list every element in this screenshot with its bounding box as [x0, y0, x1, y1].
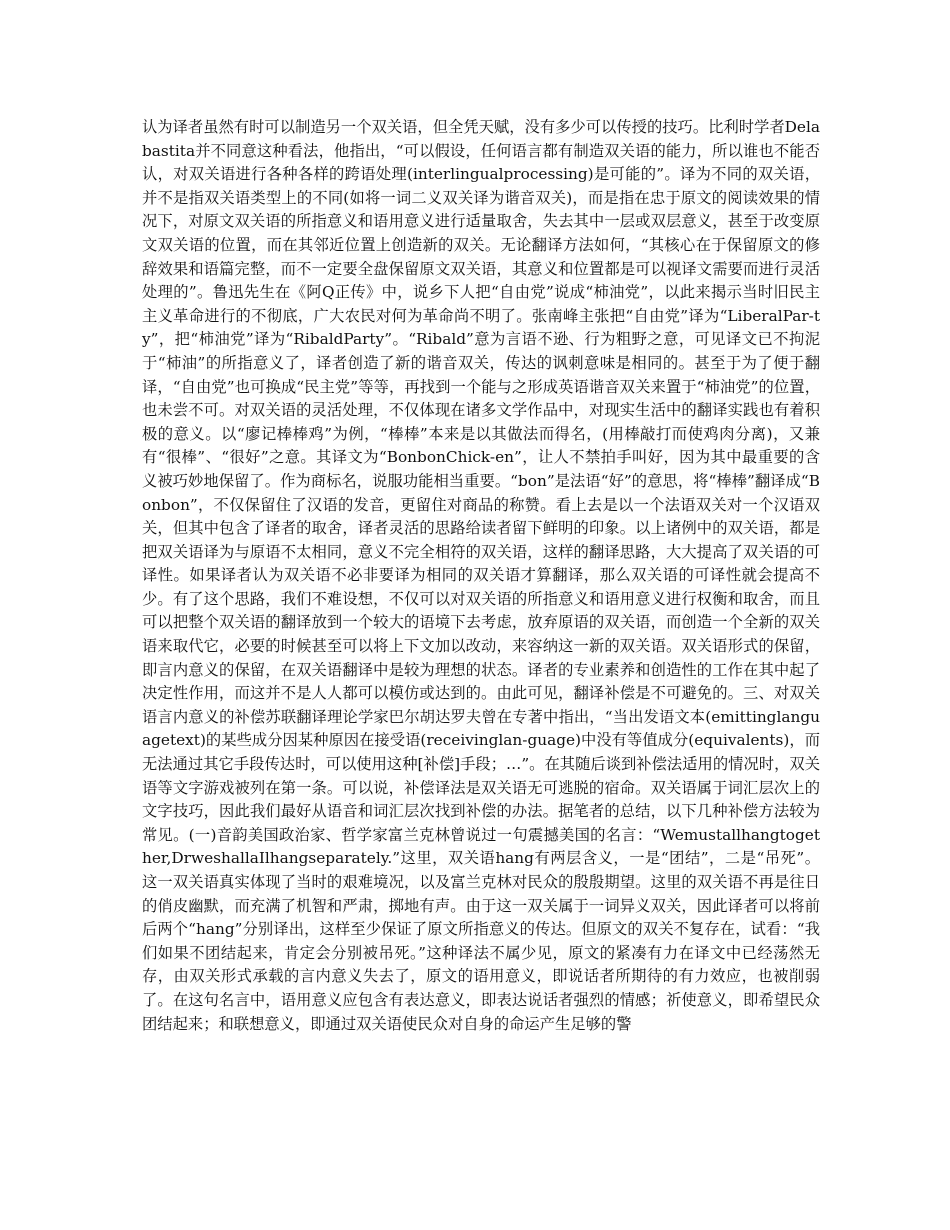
document-page: [142, 116, 820, 1036]
body-paragraph: 认为译者虽然有时可以制造另一个双关语，但全凭天赋，没有多少可以传授的技巧。比利时学者Delabastita并不同意这种看法，他指出，“可以假设，任何语言都有制造双关语的能力，所以谁也不能否认，对双关语进行各种各样的跨语处理(interlingualprocessing)是可能的”。译为不同的双关语，并不是指双关语类型上的不同(如将一词二义双关译为谐音双关)，而是指在忠于原文的阅读效果的情况下，对原文双关语的所指意义和语用意义进行适量取舍，失去其中一层或双层意义，甚至于改变原文双关语的位置，而在其邻近位置上创造新的双关。无论翻译方法如何，“其核心在于保留原文的修辞效果和语篇完整，而不一定要全盘保留原文双关语，其意义和位置都是可以视译文需要而进行灵活处理的”。鲁迅先生在《阿Q正传》中，说乡下人把“自由党”说成“柿油党”，以此来揭示当时旧民主主义革命进行的不彻底，广大农民对何为革命尚不明了。张南峰主张把“自由党”译为“LiberalPar-ty”，把“柿油党”译为“RibaldParty”。“Ribald”意为言语不逊、行为粗野之意，可见译文已不拘泥于“柿油”的所指意义了，译者创造了新的谐音双关，传达的讽刺意味是相同的。甚至于为了便于翻译，“自由党”也可换成“民主党”等等，再找到一个能与之形成英语谐音双关来置于“柿油党”的位置，也未尝不可。对双关语的灵活处理，不仅体现在诸多文学作品中，对现实生活中的翻译实践也有着积极的意义。以“廖记棒棒鸡”为例，“棒棒”本来是以其做法而得名，(用棒敲打而使鸡肉分离)，又兼有“很棒”、“很好”之意。其译文为“BonbonChick-en”，让人不禁拍手叫好，因为其中最重要的含义被巧妙地保留了。作为商标名，说服功能相当重要。“bon”是法语“好”的意思，将“棒棒”翻译成“Bonbon”，不仅保留住了汉语的发音，更留住对商品的称赞。看上去是以一个法语双关对一个汉语双关，但其中包含了译者的取舍，译者灵活的思路给读者留下鲜明的印象。以上诸例中的双关语，都是把双关语译为与原语不太相同，意义不完全相符的双关语，这样的翻译思路，大大提高了双关语的可译性。如果译者认为双关语不必非要译为相同的双关语才算翻译，那么双关语的可译性就会提高不少。有了这个思路，我们不难设想，不仅可以对双关语的所指意义和语用意义进行权衡和取舍，而且可以把整个双关语的翻译放到一个较大的语境下去考虑，放弃原语的双关语，而创造一个全新的双关语来取代它，必要的时候甚至可以将上下文加以改动，来容纳这一新的双关语。双关语形式的保留，即言内意义的保留，在双关语翻译中是较为理想的状态。译者的专业素养和创造性的工作在其中起了决定性作用，而这并不是人人都可以模仿或达到的。由此可见，翻译补偿是不可避免的。三、对双关语言内意义的补偿苏联翻译理论学家巴尔胡达罗夫曾在专著中指出，“当出发语文本(emittinglanguagetext)的某些成分因某种原因在接受语(receivinglan-guage)中没有等值成分(equivalents)，而无法通过其它手段传达时，可以使用这种[补偿]手段；…”。在其随后谈到补偿法适用的情况时，双关语等文字游戏被列在第一条。可以说，补偿译法是双关语无可逃脱的宿命。双关语属于词汇层次上的文字技巧，因此我们最好从语音和词汇层次找到补偿的办法。据笔者的总结，以下几种补偿方法较为常见。(一)音韵美国政治家、哲学家富兰克林曾说过一句震撼美国的名言：“Wemustallhangtogether,DrweshallaIlhangseparately.”这里，双关语hang有两层含义，一是“团结”，二是“吊死”。这一双关语真实体现了当时的艰难境况，以及富兰克林对民众的殷殷期望。这里的双关语不再是往日的俏皮幽默，而充满了机智和严肃，掷地有声。由于这一双关属于一词异义双关，因此译者可以将前后两个“hang”分别译出，这样至少保证了原文所指意义的传达。但原文的双关不复存在，试看：“我们如果不团结起来，肯定会分别被吊死。”这种译法不属少见，原文的紧凑有力在译文中已经荡然无存，由双关形式承载的言内意义失去了，原文的语用意义，即说话者所期待的有力效应，也被削弱了。在这句名言中，语用意义应包含有表达意义，即表达说话者强烈的情感；祈使意义，即希望民众团结起来；和联想意义，即通过双关语使民众对自身的命运产生足够的警: [142, 118, 820, 1033]
